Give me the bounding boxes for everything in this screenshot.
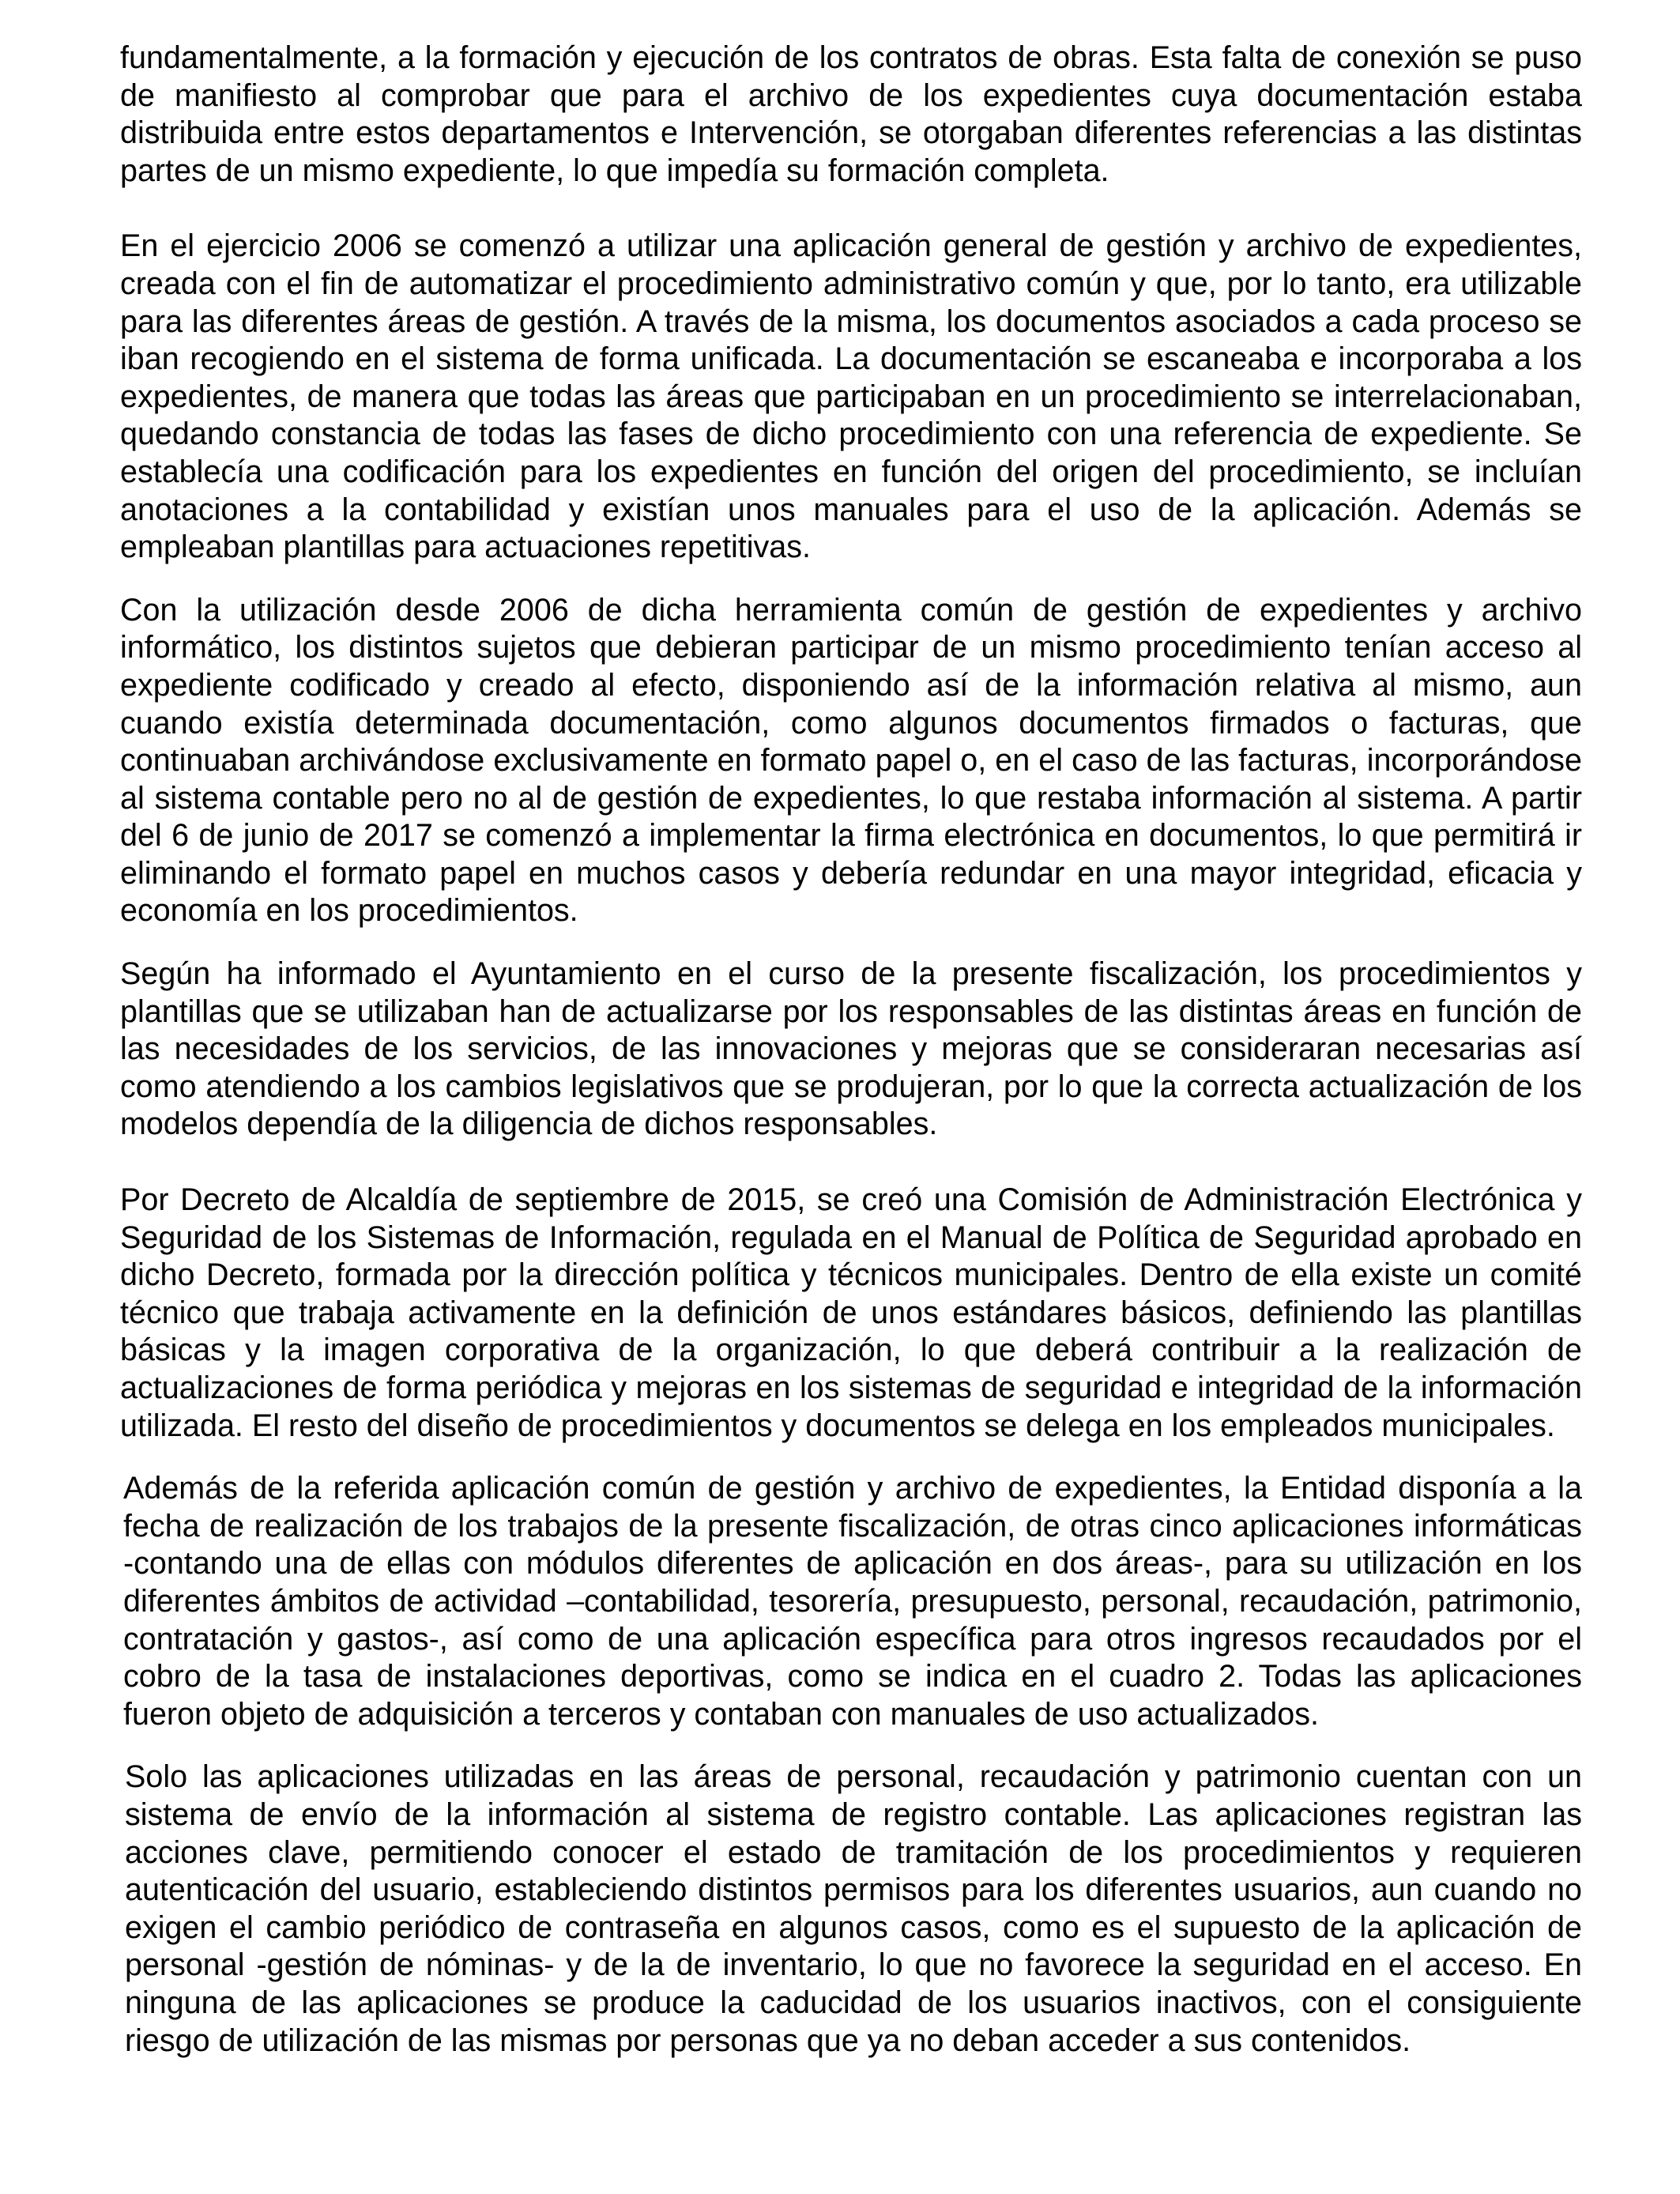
paragraph-seguridad-aplicaciones: Solo las aplicaciones utilizadas en las áreas de personal, recaudación y patrimonio cuentan con un sistema de envío de la información al sistema de registro contable. Las aplicaciones registran las acciones clave, permitiendo conocer el estado de tramitación de los procedimientos y requieren autenticación del usuario, estableciendo distintos permisos para los diferentes usuarios, aun cuando no exigen el cambio periódico de contraseña en algunos casos, como es el supuesto de la aplicación de personal -gestión de nóminas- y de la de inventario, lo que no favorece la seguridad en el acceso. En ninguna de las aplicaciones se produce la caducidad de los usuarios inactivos, con el consiguiente riesgo de utilización de las mismas por personas que ya no deban acceder a sus contenidos. <box>125 1759 1582 2058</box>
paragraph-decreto-comision: Por Decreto de Alcaldía de septiembre de 2015, se creó una Comisión de Administración Electrónica y Seguridad de los Sistemas de Información, regulada en el Manual de Política de Seguridad aprobado en dicho Decreto, formada por la dirección política y técnicos municipales. Dentro de ella existe un comité técnico que trabaja activamente en la definición de unos estándares básicos, definiendo las plantillas básicas y la imagen corporativa de la organización, lo que deberá contribuir a la realización de actualizaciones de forma periódica y mejoras en los sistemas de seguridad e integridad de la información utilizada. El resto del diseño de procedimientos y documentos se delega en los empleados municipales. <box>120 1182 1582 1443</box>
paragraph-expedientes-conexion: fundamentalmente, a la formación y ejecución de los contratos de obras. Esta falta de conexión se puso de manifiesto al comprobar que para el archivo de los expedientes cuya documentación estaba distribuida entre estos departamentos e Intervención, se otorgaban diferentes referencias a las distintas partes de un mismo expediente, lo que impedía su formación completa. <box>120 40 1582 188</box>
paragraph-otras-aplicaciones: Además de la referida aplicación común de gestión y archivo de expedientes, la Entidad disponía a la fecha de realización de los trabajos de la presente fiscalización, de otras cinco aplicaciones informáticas -contando una de ellas con módulos diferentes de aplicación en dos áreas-, para su utilización en los diferentes ámbitos de actividad –contabilidad, tesorería, presupuesto, personal, recaudación, patrimonio, contratación y gastos-, así como de una aplicación específica para otros ingresos recaudados por el cobro de la tasa de instalaciones deportivas, como se indica en el cuadro 2. Todas las aplicaciones fueron objeto de adquisición a terceros y contaban con manuales de uso actualizados. <box>123 1471 1582 1732</box>
document-page <box>120 40 1582 2173</box>
paragraph-actualizacion-plantillas: Según ha informado el Ayuntamiento en el curso de la presente fiscalización, los procedimientos y plantillas que se utilizaban han de actualizarse por los responsables de las distintas áreas en función de las necesidades de los servicios, de las innovaciones y mejoras que se consideraran necesarias así como atendiendo a los cambios legislativos que se produjeran, por lo que la correcta actualización de los modelos dependía de la diligencia de dichos responsables. <box>120 956 1582 1142</box>
paragraph-aplicacion-2006: En el ejercicio 2006 se comenzó a utilizar una aplicación general de gestión y archivo de expedientes, creada con el fin de automatizar el procedimiento administrativo común y que, por lo tanto, era utilizable para las diferentes áreas de gestión. A través de la misma, los documentos asociados a cada proceso se iban recogiendo en el sistema de forma unificada. La documentación se escaneaba e incorporaba a los expedientes, de manera que todas las áreas que participaban en un procedimiento se interrelacionaban, quedando constancia de todas las fases de dicho procedimiento con una referencia de expediente. Se establecía una codificación para los expedientes en función del origen del procedimiento, se incluían anotaciones a la contabilidad y existían unos manuales para el uso de la aplicación. Además se empleaban plantillas para actuaciones repetitivas. <box>120 228 1582 565</box>
paragraph-herramienta-comun: Con la utilización desde 2006 de dicha herramienta común de gestión de expedientes y archivo informático, los distintos sujetos que debieran participar de un mismo procedimiento tenían acceso al expediente codificado y creado al efecto, disponiendo así de la información relativa al mismo, aun cuando existía determinada documentación, como algunos documentos firmados o facturas, que continuaban archivándose exclusivamente en formato papel o, en el caso de las facturas, incorporándose al sistema contable pero no al de gestión de expedientes, lo que restaba información al sistema. A partir del 6 de junio de 2017 se comenzó a implementar la firma electrónica en documentos, lo que permitirá ir eliminando el formato papel en muchos casos y debería redundar en una mayor integridad, eficacia y economía en los procedimientos. <box>120 592 1582 929</box>
